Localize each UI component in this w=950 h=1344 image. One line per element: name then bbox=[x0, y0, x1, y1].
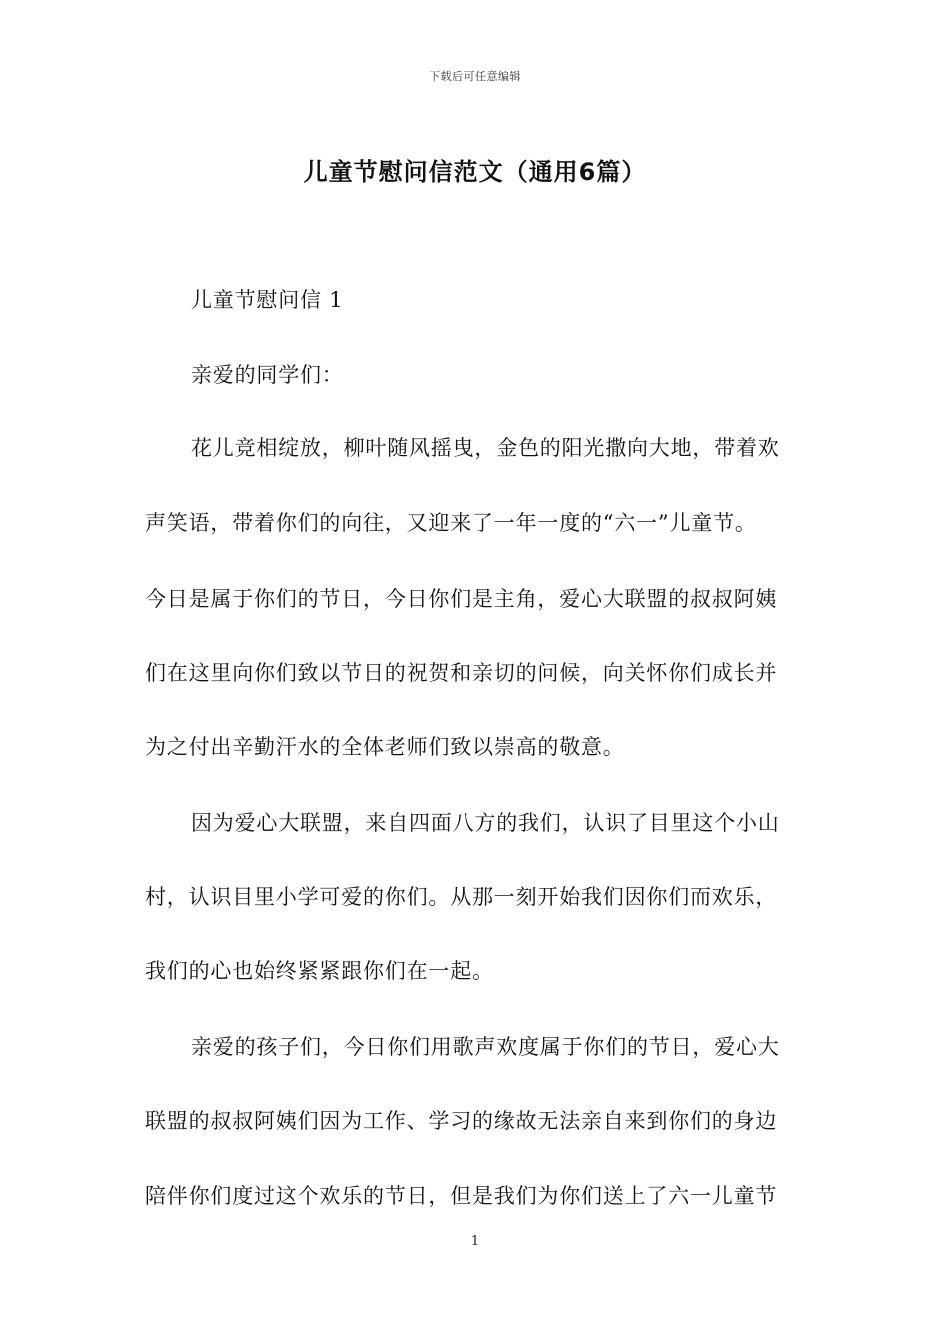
paragraph-line: 联盟的叔叔阿姨们因为工作、学习的缘故无法亲自来到你们的身边 bbox=[145, 1109, 778, 1133]
paragraph-line: 亲爱的孩子们，今日你们用歌声欢度属于你们的节日，爱心大 bbox=[191, 1035, 780, 1059]
paragraph-line: 陪伴你们度过这个欢乐的节日，但是我们为你们送上了六一儿童节 bbox=[145, 1184, 778, 1208]
paragraph-line: 因为爱心大联盟，来自四面八方的我们，认识了目里这个小山 bbox=[191, 811, 780, 835]
paragraph-line: 为之付出辛勤汗水的全体老师们致以崇高的敬意。 bbox=[145, 735, 625, 759]
section-heading: 儿童节慰问信 1 bbox=[191, 288, 344, 312]
paragraph-line: 声笑语，带着你们的向往，又迎来了一年一度的“六一”儿童节。 bbox=[145, 511, 757, 535]
greeting: 亲爱的同学们： bbox=[191, 363, 344, 387]
paragraph-line: 花儿竞相绽放，柳叶随风摇曳，金色的阳光撒向大地，带着欢 bbox=[191, 436, 780, 460]
document-title: 儿童节慰问信范文（通用6篇） bbox=[303, 158, 647, 186]
paragraph-line: 村，认识目里小学可爱的你们。从那一刻开始我们因你们而欢乐， bbox=[145, 885, 778, 909]
paragraph-line: 今日是属于你们的节日，今日你们是主角，爱心大联盟的叔叔阿姨 bbox=[145, 587, 778, 611]
paragraph-line: 我们的心也始终紧紧跟你们在一起。 bbox=[145, 959, 494, 983]
page-number: 1 bbox=[470, 1234, 480, 1249]
paragraph-line: 们在这里向你们致以节日的祝贺和亲切的问候，向关怀你们成长并 bbox=[145, 661, 778, 685]
page-header-note: 下载后可任意编辑 bbox=[429, 70, 521, 83]
